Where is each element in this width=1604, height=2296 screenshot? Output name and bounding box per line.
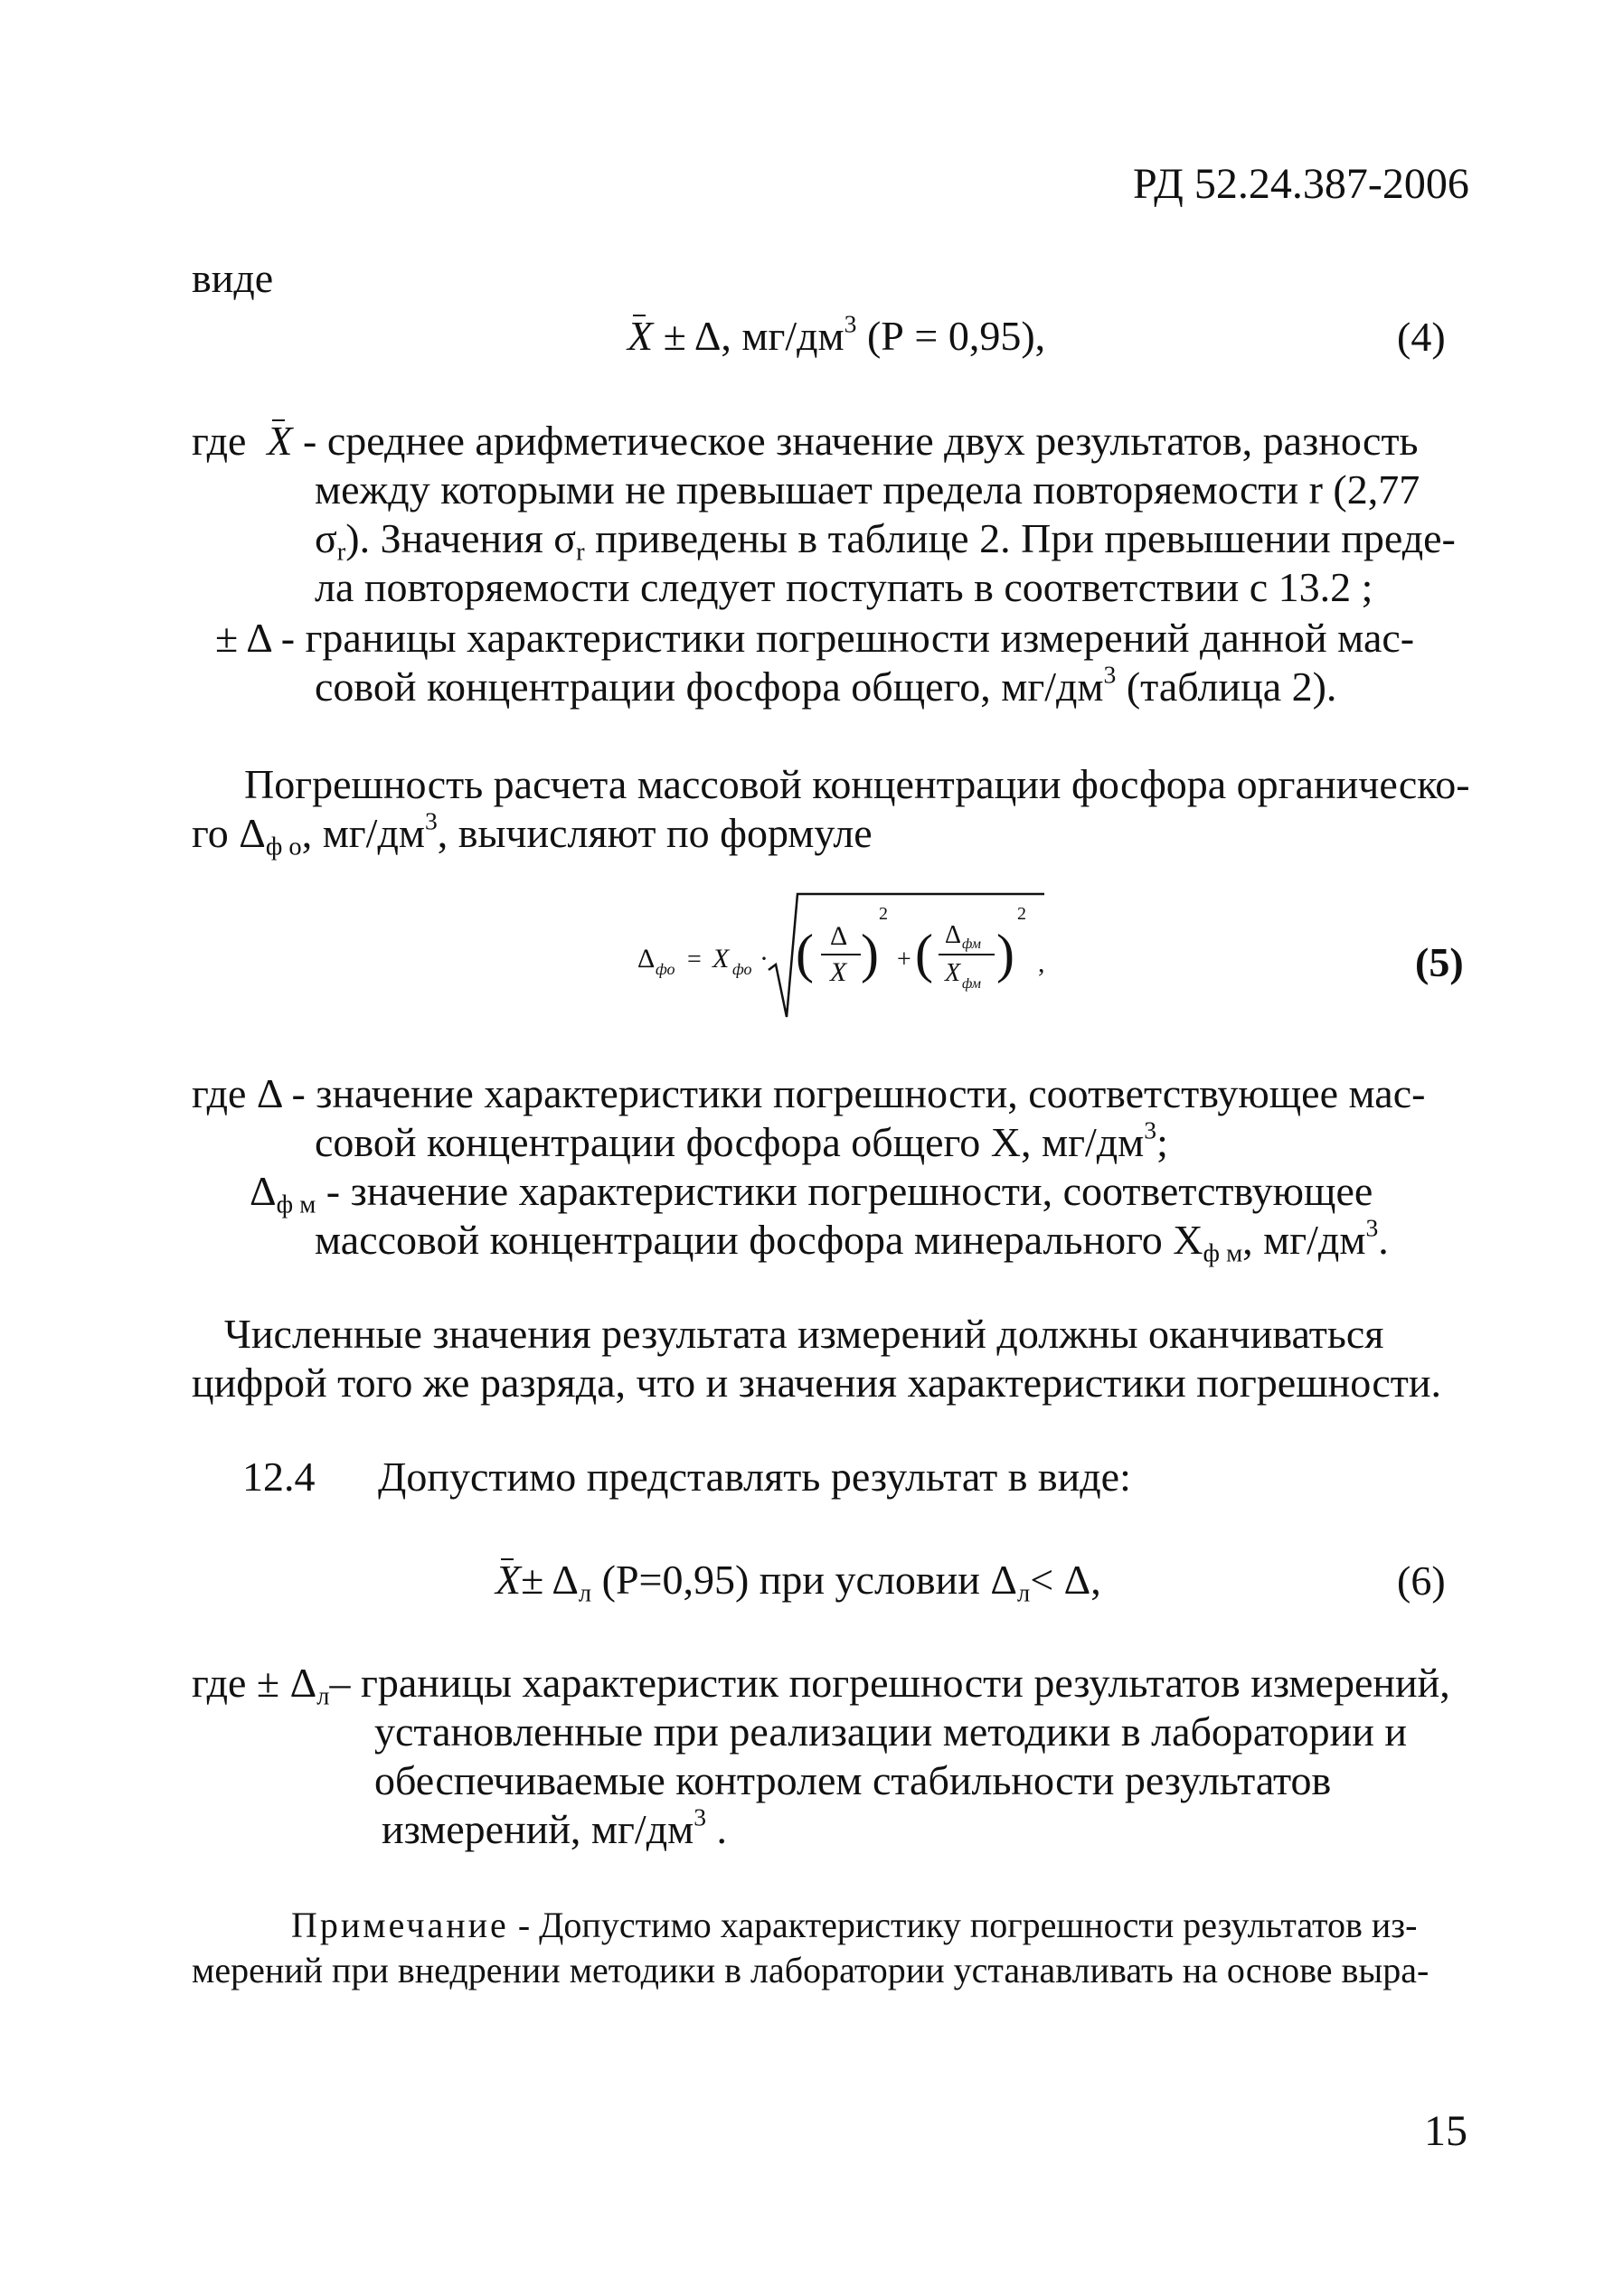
sigma-symbol: σ (315, 515, 337, 561)
fraction-1-numerator: Δ (830, 921, 848, 951)
paragraph-2-line-1: Численные значения результата измерений должны оканчиваться (224, 1311, 1384, 1357)
fraction-2-denominator-sub: фм (962, 976, 981, 992)
equation-4 (627, 309, 1046, 360)
formula-plus: + (897, 946, 911, 974)
def-text: совой концентрации фосфора общего X, мг/дм (315, 1119, 1145, 1165)
def-text: - значение характеристики погрешности, соответствующее мас- (280, 1070, 1426, 1116)
x-mean-symbol: X (627, 313, 654, 359)
formula-lhs-delta: Δ (637, 944, 656, 974)
delta-sub: л (1016, 1579, 1031, 1608)
formula-x-sub: фо (732, 960, 752, 978)
unit-sup: 3 (424, 806, 438, 835)
def-text: - среднее арифметическое значение двух результатов, разность (292, 418, 1419, 464)
definition-delta-l-line-4 (382, 1802, 727, 1853)
equation-6 (495, 1557, 1101, 1608)
def-text: измерений, мг/дм (382, 1806, 694, 1852)
def-lead: где ± Δ (192, 1660, 317, 1706)
equation-4-condition: (Р = 0,95), (856, 313, 1046, 359)
equation-6-text: < Δ, (1030, 1557, 1101, 1603)
def-lead: где (192, 418, 247, 464)
formula-comma: , (1038, 948, 1045, 978)
unit-sup: 3 (1365, 1213, 1379, 1242)
delta-sub: л (316, 1682, 330, 1711)
unit-sup: 3 (693, 1802, 706, 1831)
definition-delta-l-line-3: обеспечиваемые контролем стабильности результатов (374, 1757, 1332, 1803)
def-text: совой концентрации фосфора общего, мг/дм (315, 663, 1104, 710)
formula-x: X (712, 944, 730, 974)
def-text: приведены в таблице 2. При превышении преде- (584, 515, 1456, 561)
note-label: Примечание (291, 1905, 509, 1945)
def-text: массовой концентрации фосфора минерального X (315, 1217, 1203, 1263)
sigma-sub: r (336, 538, 346, 567)
definition-xmean-line-3 (315, 515, 1456, 567)
equation-6-text: ± Δ (521, 1557, 579, 1603)
equation-5-number: (5) (1415, 939, 1464, 985)
paren-right-1: ) (861, 924, 879, 983)
paren-left-2: ( (915, 924, 933, 983)
def-text: . (1378, 1217, 1389, 1263)
def-text: . (706, 1806, 727, 1852)
unit-sup: 3 (1103, 660, 1117, 689)
power-2: 2 (1017, 904, 1026, 924)
paragraph-1-line-2 (192, 806, 873, 861)
delta-sub: л (578, 1579, 592, 1608)
definition-delta-line-2 (315, 660, 1337, 710)
formula-lhs-sub: фо (656, 960, 675, 978)
equation-5-formula (633, 881, 1058, 1030)
definition-delta-x-line-1 (192, 1070, 1425, 1117)
delta-sub: ф о (265, 833, 302, 861)
power-1: 2 (879, 904, 888, 924)
def-lead: где Δ (192, 1070, 281, 1116)
intro-text: виде (192, 255, 274, 301)
delta-symbol: Δ (250, 1168, 277, 1214)
unit-sup: 3 (1144, 1115, 1157, 1144)
page-number: 15 (1424, 2107, 1467, 2155)
fraction-2-denominator: X (945, 959, 961, 987)
section-title: Допустимо представлять результат в виде: (378, 1454, 1131, 1500)
fraction-1-denominator: X (830, 957, 847, 987)
formula-dot: · (760, 944, 769, 974)
para-text: , вычисляют по формуле (437, 810, 873, 856)
def-text: - значение характеристики погрешности, соответствующее (316, 1168, 1373, 1214)
paren-left-1: ( (796, 924, 814, 983)
paren-right-2: ) (996, 924, 1014, 983)
fraction-2-numerator: Δ (945, 921, 962, 949)
note-text: - Допустимо характеристику погрешности результатов из- (508, 1905, 1418, 1945)
equation-6-number: (6) (1397, 1557, 1446, 1604)
definition-delta-l-line-2: установленные при реализации методики в лаборатории и (374, 1708, 1407, 1755)
def-text: (таблица 2). (1116, 663, 1337, 710)
paragraph-1-line-1: Погрешность расчета массовой концентрации фосфора органическо- (244, 761, 1470, 807)
definition-xmean-line-2: между которыми не превышает предела повторяемости r (2,77 (315, 466, 1420, 513)
sigma-sub: r (576, 538, 585, 567)
definition-xmean-line-4: ла повторяемости следует поступать в соответствии с 13.2 ; (315, 564, 1373, 610)
para-text: , мг/дм (301, 810, 425, 856)
x-sub: ф м (1203, 1239, 1243, 1268)
x-mean-symbol: X (495, 1557, 522, 1603)
definition-xmean-line-1 (192, 418, 1419, 465)
note-line-2: мерений при внедрении методики в лаборатории устанавливать на основе выра- (192, 1950, 1429, 1990)
document-code: РД 52.24.387-2006 (1133, 160, 1469, 208)
definition-delta-x-line-2 (315, 1115, 1168, 1166)
definition-delta-fm-line-2 (315, 1213, 1389, 1268)
definition-delta-line-1: ± Δ - границы характеристики погрешности измерений данной мас- (215, 615, 1415, 661)
definition-delta-fm-line-1 (250, 1168, 1373, 1219)
equation-4-number: (4) (1397, 314, 1446, 360)
para-text: го Δ (192, 810, 266, 856)
equation-4-sup: 3 (844, 309, 857, 338)
def-text: ). Значения σ (345, 515, 577, 561)
def-text: , мг/дм (1242, 1217, 1366, 1263)
fraction-2-numerator-sub: фм (962, 936, 981, 952)
section-number: 12.4 (242, 1454, 316, 1500)
formula-equals: = (687, 946, 702, 974)
def-text: – границы характеристик погрешности результатов измерений, (329, 1660, 1450, 1706)
definition-delta-l-line-1 (192, 1660, 1450, 1711)
delta-sub: ф м (276, 1190, 316, 1219)
paragraph-2-line-2: цифрой того же разряда, что и значения характеристики погрешности. (192, 1360, 1442, 1406)
note-line-1 (291, 1904, 1417, 1947)
x-mean-symbol: X (267, 418, 293, 464)
equation-4-text: ± Δ, мг/дм (653, 313, 844, 359)
def-text: ; (1156, 1119, 1168, 1165)
equation-6-text: (Р=0,95) при условии Δ (591, 1557, 1017, 1603)
